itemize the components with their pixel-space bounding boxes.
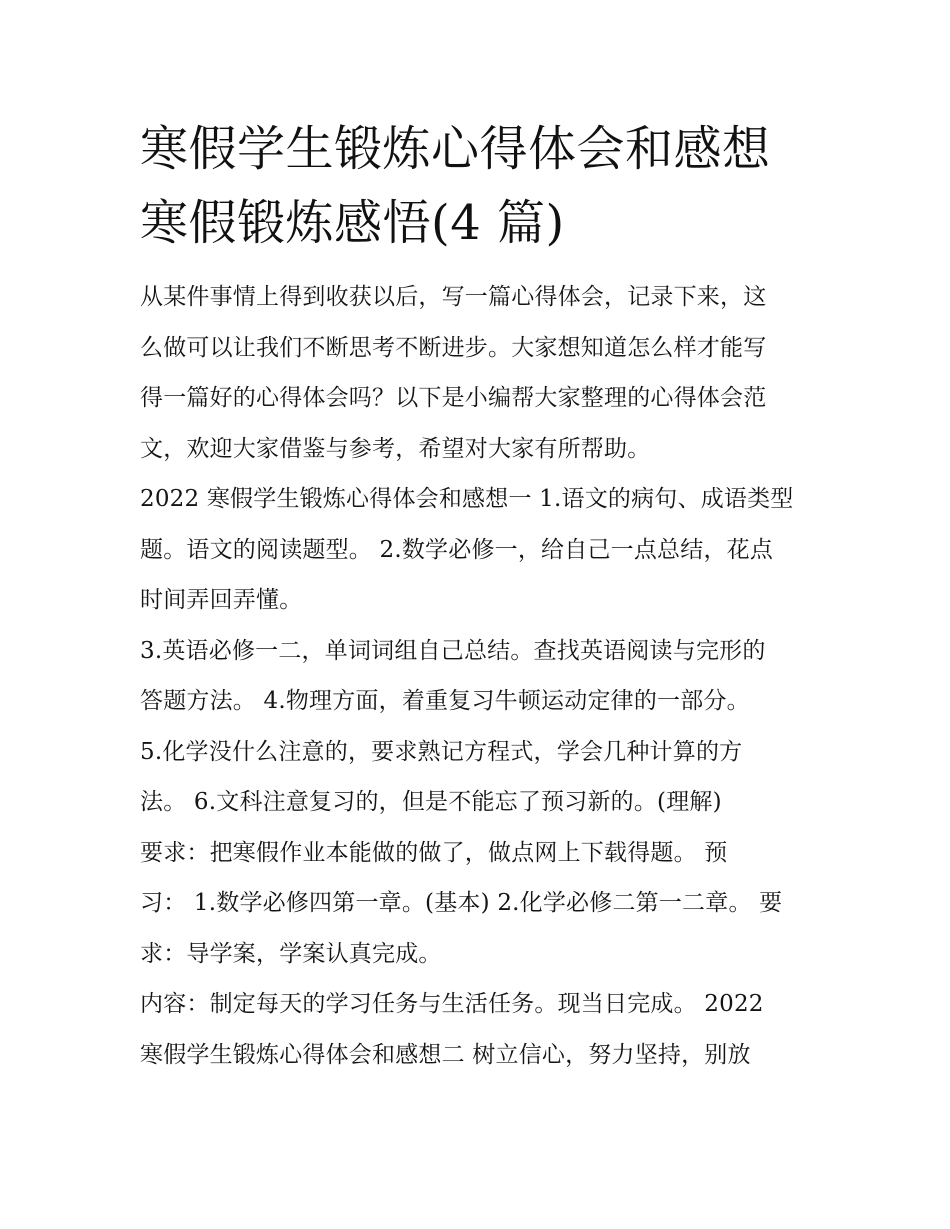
paragraph-line: 2022 寒假学生锻炼心得体会和感想一 1.语文的病句、成语类型 — [140, 486, 794, 512]
paragraph-line: 答题方法。 4.物理方面，着重复习牛顿运动定律的一部分。 — [140, 688, 750, 714]
title-line: 寒假学生锻炼心得体会和感想 — [140, 121, 771, 177]
intro-paragraph — [140, 272, 810, 474]
paragraph-line: 时间弄回弄懂。 — [140, 587, 303, 613]
paragraph-line: 寒假学生锻炼心得体会和感想二 树立信心，努力坚持，别放 — [140, 1041, 751, 1068]
paragraph-line: 文，欢迎大家借鉴与参考，希望对大家有所帮助。 — [140, 435, 651, 462]
paragraph-line: 3.英语必修一二，单词词组自己总结。查找英语阅读与完形的 — [140, 637, 766, 664]
paragraph-line: 习： 1.数学必修四第一章。(基本) 2.化学必修二第一二章。 要 — [140, 890, 783, 916]
body-paragraph — [140, 727, 810, 828]
document-content — [140, 112, 810, 1080]
body-paragraph — [140, 626, 810, 727]
paragraph-line: 5.化学没什么注意的，要求熟记方程式，学会几种计算的方 — [140, 738, 743, 765]
body-paragraph — [140, 474, 810, 626]
body-paragraph — [140, 979, 810, 1080]
paragraph-line: 内容：制定每天的学习任务与生活任务。现当日完成。 2022 — [140, 991, 764, 1017]
paragraph-line: 法。 6.文科注意复习的，但是不能忘了预习新的。(理解) — [140, 789, 722, 815]
paragraph-line: 从某件事情上得到收获以后，写一篇心得体会，记录下来，这 — [140, 284, 767, 310]
paragraph-line: 得一篇好的心得体会吗？以下是小编帮大家整理的心得体会范 — [140, 385, 767, 411]
document-title — [140, 112, 810, 260]
paragraph-line: 求：导学案，学案认真完成。 — [140, 940, 442, 967]
body-paragraph — [140, 828, 810, 980]
paragraph-line: 题。语文的阅读题型。 2.数学必修一，给自己一点总结，花点 — [140, 536, 774, 563]
title-line: 寒假锻炼感悟(4 篇) — [140, 195, 565, 251]
paragraph-line: 要求：把寒假作业本能做的做了，做点网上下载得题。 预 — [140, 839, 728, 866]
paragraph-line: 么做可以让我们不断思考不断进步。大家想知道怎么样才能写 — [140, 334, 767, 361]
